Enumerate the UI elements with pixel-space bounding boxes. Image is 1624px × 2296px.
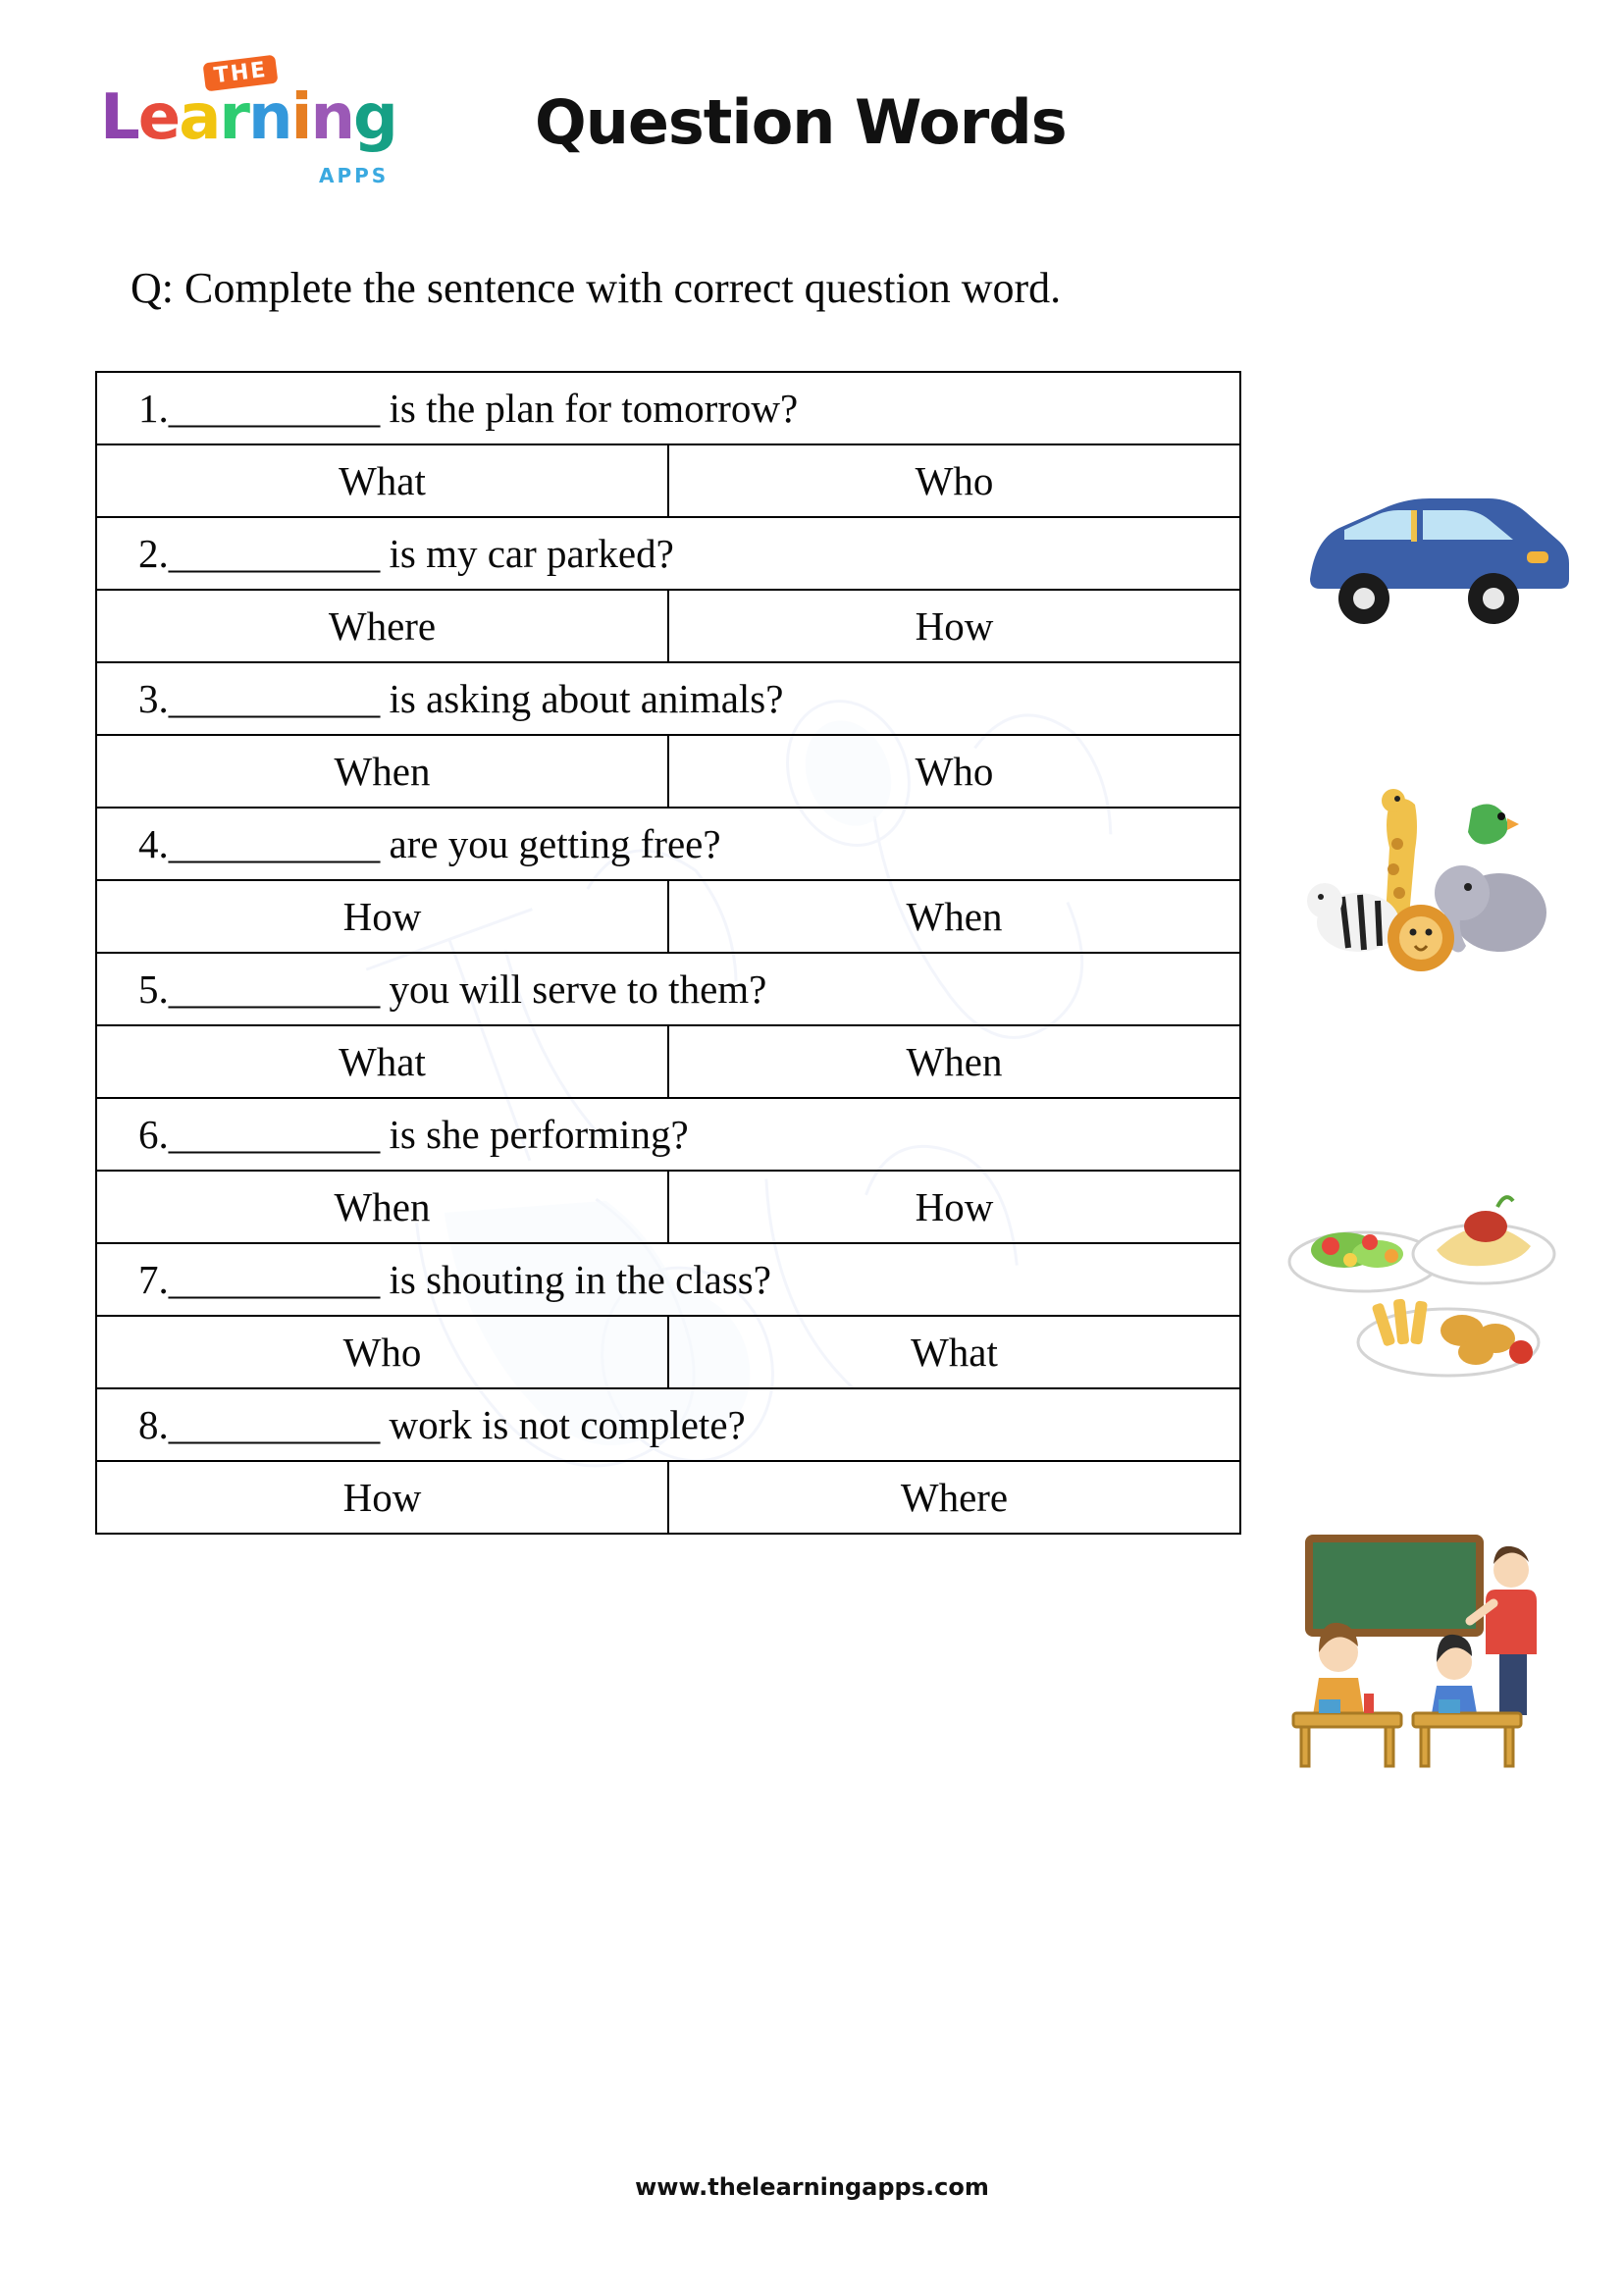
question-number: 6. — [138, 1112, 169, 1157]
option-cell[interactable]: What — [96, 444, 668, 517]
table-row — [96, 1316, 1240, 1388]
logo-the-badge: THE — [203, 55, 279, 92]
table-row — [96, 1461, 1240, 1534]
question-cell — [96, 1243, 1240, 1316]
table-row — [96, 590, 1240, 662]
question-text: is the plan for tomorrow? — [389, 386, 799, 431]
question-text: is my car parked? — [389, 531, 674, 576]
food-illustration — [1276, 1177, 1570, 1383]
option-cell[interactable]: What — [96, 1025, 668, 1098]
question-number: 7. — [138, 1257, 169, 1302]
option-cell[interactable]: How — [668, 1171, 1240, 1243]
worksheet-table — [95, 371, 1241, 1535]
table-row — [96, 1243, 1240, 1316]
table-row — [96, 1098, 1240, 1171]
question-number: 4. — [138, 821, 169, 866]
table-row — [96, 517, 1240, 590]
logo-apps-text: APPS — [319, 164, 390, 187]
option-cell[interactable]: What — [668, 1316, 1240, 1388]
table-row — [96, 1388, 1240, 1461]
option-cell[interactable]: Where — [668, 1461, 1240, 1534]
car-illustration — [1285, 461, 1570, 648]
option-cell[interactable]: Who — [668, 735, 1240, 808]
option-cell[interactable]: When — [96, 1171, 668, 1243]
option-cell[interactable]: How — [668, 590, 1240, 662]
question-cell — [96, 808, 1240, 880]
option-cell[interactable]: Who — [668, 444, 1240, 517]
question-cell — [96, 1388, 1240, 1461]
logo — [88, 54, 451, 201]
option-cell[interactable]: Where — [96, 590, 668, 662]
instruction-text: Q: Complete the sentence with correct question word. — [131, 264, 1062, 312]
question-cell — [96, 372, 1240, 444]
question-number: 5. — [138, 966, 169, 1012]
animals-illustration — [1295, 775, 1570, 991]
question-text: are you getting free? — [389, 821, 721, 866]
option-cell[interactable]: When — [96, 735, 668, 808]
option-cell[interactable]: How — [96, 1461, 668, 1534]
table-row — [96, 953, 1240, 1025]
answer-blank[interactable]: ___________ — [168, 821, 380, 866]
option-cell[interactable]: When — [668, 1025, 1240, 1098]
question-cell — [96, 1098, 1240, 1171]
table-row — [96, 735, 1240, 808]
table-row — [96, 808, 1240, 880]
table-row — [96, 1171, 1240, 1243]
table-row — [96, 444, 1240, 517]
classroom-illustration — [1276, 1531, 1570, 1776]
answer-blank[interactable]: ___________ — [168, 966, 380, 1012]
answer-blank[interactable]: ___________ — [168, 531, 380, 576]
answer-blank[interactable]: ___________ — [168, 1402, 380, 1447]
option-cell[interactable]: How — [96, 880, 668, 953]
table-row — [96, 880, 1240, 953]
question-number: 1. — [138, 386, 169, 431]
answer-blank[interactable]: ___________ — [168, 1112, 380, 1157]
page-title: Question Words — [535, 86, 1067, 158]
question-cell — [96, 662, 1240, 735]
answer-blank[interactable]: ___________ — [168, 386, 380, 431]
option-cell[interactable]: Who — [96, 1316, 668, 1388]
table-row — [96, 372, 1240, 444]
table-row — [96, 1025, 1240, 1098]
option-cell[interactable]: When — [668, 880, 1240, 953]
question-text: work is not complete? — [389, 1402, 746, 1447]
question-cell — [96, 517, 1240, 590]
question-text: is asking about animals? — [389, 676, 784, 721]
question-text: you will serve to them? — [389, 966, 767, 1012]
page-header — [0, 29, 1624, 235]
table-row — [96, 662, 1240, 735]
question-number: 2. — [138, 531, 169, 576]
answer-blank[interactable]: ___________ — [168, 676, 380, 721]
footer-url[interactable]: www.thelearningapps.com — [635, 2173, 989, 2201]
question-cell — [96, 953, 1240, 1025]
logo-wordmark: Learning — [100, 81, 396, 154]
question-number: 3. — [138, 676, 169, 721]
question-number: 8. — [138, 1402, 169, 1447]
question-text: is shouting in the class? — [389, 1257, 771, 1302]
answer-blank[interactable]: ___________ — [168, 1257, 380, 1302]
question-text: is she performing? — [389, 1112, 689, 1157]
